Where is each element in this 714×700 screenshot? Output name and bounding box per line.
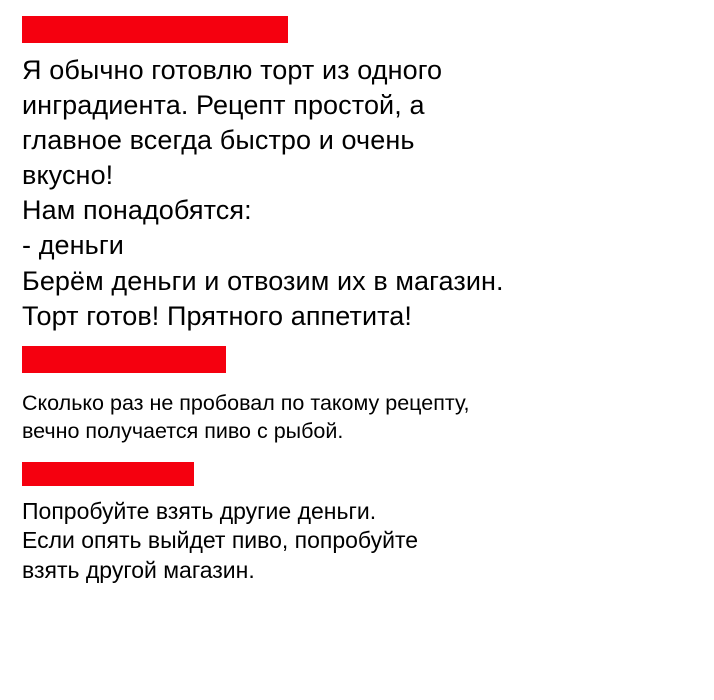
comment-line: вечно получается пиво с рыбой. [22,419,344,444]
post-line: вкусно! [22,160,114,191]
post-text [22,53,692,334]
comment-line: Если опять выйдет пиво, попробуйте [22,527,419,554]
post-line: Я обычно готовлю торт из одного [22,55,443,85]
post-line: Торт готов! Прятного аппетита! [22,300,413,331]
post-line: - деньги [22,230,124,261]
post-line: инградиента. Рецепт простой, а [22,90,425,121]
post-line: Берём деньги и отвозим их в магазин. [22,265,504,296]
redacted-commenter-name-2-bar [22,462,194,486]
comment-line: взять другой магазин. [22,557,255,584]
comment-line: Попробуйте взять другие деньги. [22,497,377,524]
comment-text-2 [22,497,692,587]
redacted-commenter-name-1-bar [22,346,226,373]
screenshot-root [0,16,714,700]
comment-line: Сколько раз не пробовал по такому рецепту, [22,390,470,415]
comment-text-1 [22,389,692,446]
redacted-author-name-bar [22,16,288,43]
post-line: главное всегда быстро и очень [22,125,415,156]
post-line: Нам понадобятся: [22,195,252,226]
